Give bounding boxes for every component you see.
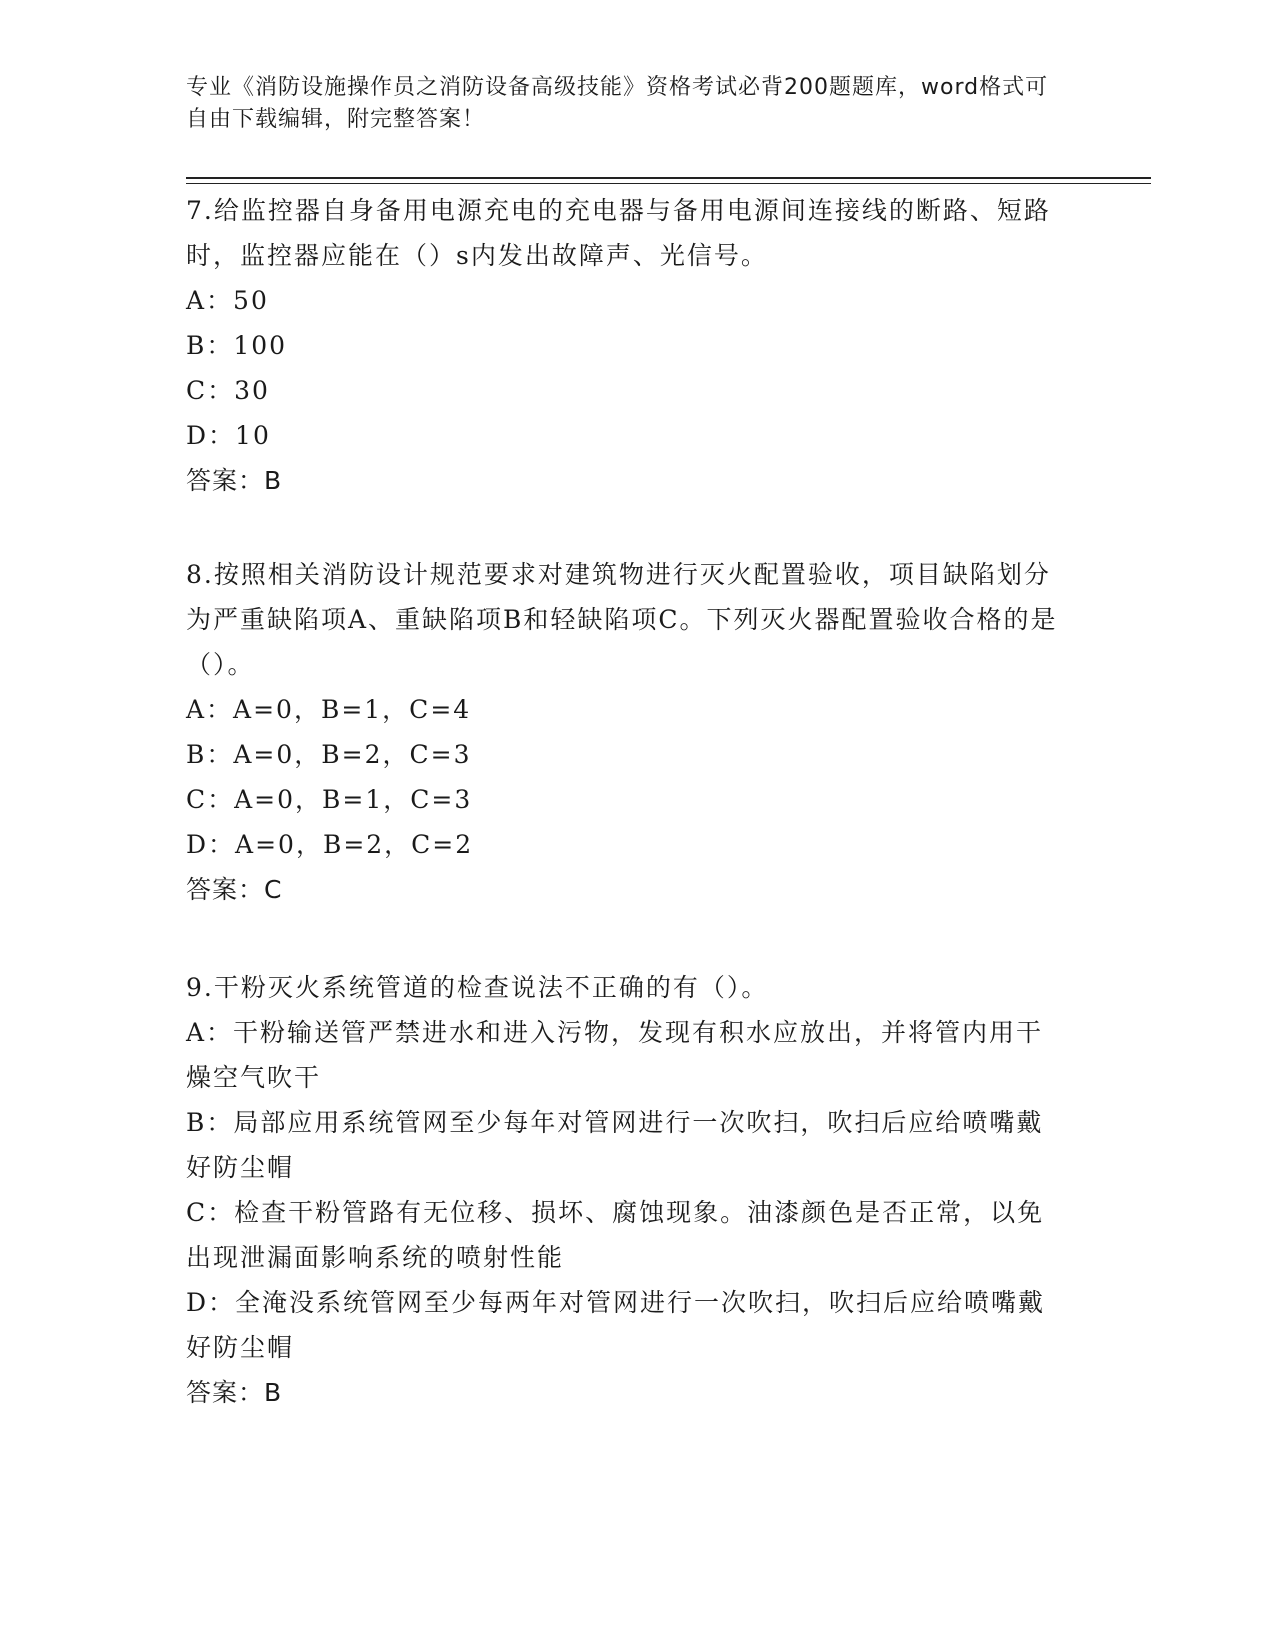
question-7 [186,188,1066,503]
header-divider-thin [186,183,1151,184]
document-header: 专业《消防设施操作员之消防设备高级技能》资格考试必背200题题库，word格式可自由下载编辑，附完整答案！ [186,75,1049,132]
answer: 答案：B [186,466,283,495]
option-d: D：10 [186,421,271,450]
option-d: D：A=0，B=2，C=2 [186,830,474,859]
question-8 [186,552,1066,912]
answer: 答案：B [186,1378,283,1407]
option-c: C：A=0，B=1，C=3 [186,785,473,814]
option-b: B：A=0，B=2，C=3 [186,740,472,769]
option-b: B：局部应用系统管网至少每年对管网进行一次吹扫，吹扫后应给喷嘴戴好防尘帽 [186,1108,1044,1182]
header-divider-thick [186,177,1151,179]
question-text: 9.干粉灭火系统管道的检查说法不正确的有（）。 [186,973,769,1002]
answer: 答案：C [186,875,283,904]
question-text: 7.给监控器自身备用电源充电的充电器与备用电源间连接线的断路、短路时，监控器应能在（）s内发出故障声、光信号。 [186,196,1051,270]
option-c: C：30 [186,376,270,405]
option-a: A：干粉输送管严禁进水和进入污物，发现有积水应放出，并将管内用干燥空气吹干 [186,1018,1044,1092]
option-a: A：50 [186,286,269,315]
question-9 [186,965,1066,1415]
option-d: D：全淹没系统管网至少每两年对管网进行一次吹扫，吹扫后应给喷嘴戴好防尘帽 [186,1288,1046,1362]
question-text: 8.按照相关消防设计规范要求对建筑物进行灭火配置验收，项目缺陷划分为严重缺陷项A、重缺陷项B和轻缺陷项C。下列灭火器配置验收合格的是（）。 [186,560,1058,679]
option-a: A：A=0，B=1，C=4 [186,695,472,724]
option-c: C：检查干粉管路有无位移、损坏、腐蚀现象。油漆颜色是否正常，以免出现泄漏面影响系统的喷射性能 [186,1198,1045,1272]
option-b: B：100 [186,331,288,360]
